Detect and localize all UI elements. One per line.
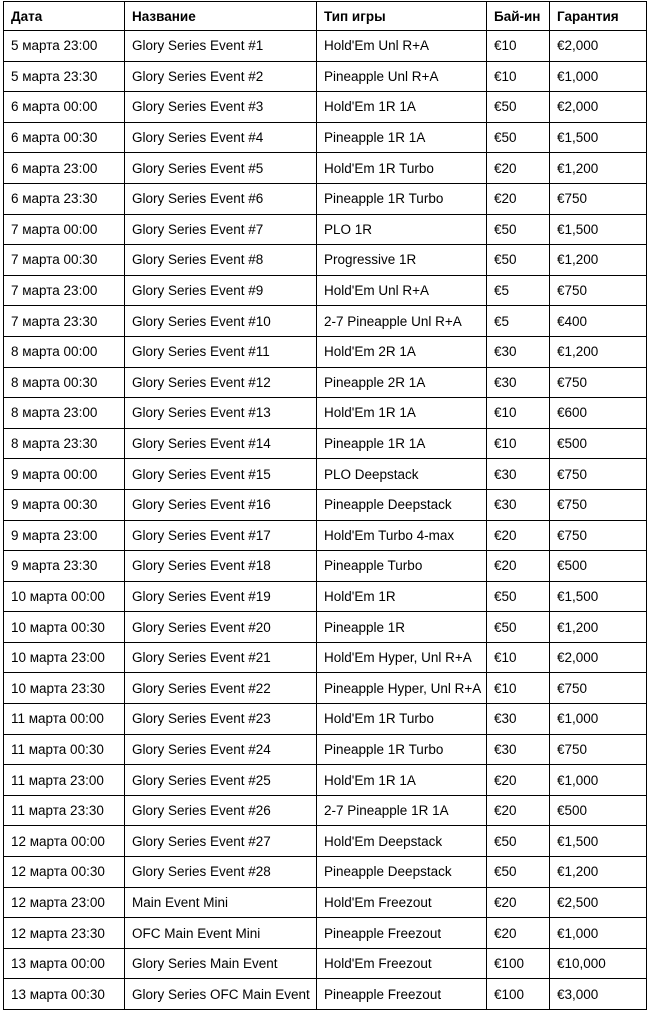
cell-name: Glory Series Event #21 (125, 642, 317, 673)
cell-game-type: Hold'Em 1R (317, 581, 487, 612)
cell-game-type: Pineapple Freezout (317, 918, 487, 949)
cell-date: 7 марта 23:00 (4, 275, 125, 306)
table-row (4, 887, 647, 918)
cell-name: Glory Series Event #9 (125, 275, 317, 306)
cell-date: 8 марта 23:00 (4, 398, 125, 429)
cell-guarantee: €750 (550, 367, 647, 398)
cell-buy-in: €20 (487, 795, 550, 826)
cell-game-type: 2-7 Pineapple Unl R+A (317, 306, 487, 337)
cell-name: Glory Series OFC Main Event (125, 979, 317, 1010)
cell-date: 11 марта 00:00 (4, 704, 125, 735)
cell-buy-in: €20 (487, 765, 550, 796)
cell-name: Glory Series Event #7 (125, 214, 317, 245)
cell-guarantee: €2,000 (550, 31, 647, 62)
table-row (4, 153, 647, 184)
column-header-guarantee: Гарантия (550, 2, 647, 31)
table-row (4, 459, 647, 490)
cell-buy-in: €100 (487, 979, 550, 1010)
cell-buy-in: €20 (487, 520, 550, 551)
cell-buy-in: €20 (487, 153, 550, 184)
cell-guarantee: €1,200 (550, 857, 647, 888)
cell-date: 10 марта 23:00 (4, 642, 125, 673)
table-row (4, 612, 647, 643)
table-row (4, 795, 647, 826)
cell-buy-in: €50 (487, 581, 550, 612)
cell-name: Glory Series Event #24 (125, 734, 317, 765)
cell-date: 9 марта 00:00 (4, 459, 125, 490)
cell-guarantee: €1,000 (550, 61, 647, 92)
table-row (4, 826, 647, 857)
table-row (4, 214, 647, 245)
cell-date: 6 марта 23:30 (4, 183, 125, 214)
cell-buy-in: €30 (487, 336, 550, 367)
cell-name: Glory Series Event #18 (125, 551, 317, 582)
table-row (4, 673, 647, 704)
cell-guarantee: €600 (550, 398, 647, 429)
table-row (4, 704, 647, 735)
cell-date: 6 марта 00:00 (4, 92, 125, 123)
cell-game-type: Hold'Em Freezout (317, 948, 487, 979)
cell-game-type: Hold'Em 1R Turbo (317, 153, 487, 184)
cell-guarantee: €750 (550, 734, 647, 765)
table-row (4, 734, 647, 765)
cell-date: 12 марта 00:30 (4, 857, 125, 888)
table-row (4, 857, 647, 888)
cell-buy-in: €30 (487, 367, 550, 398)
table-row (4, 61, 647, 92)
cell-name: Glory Series Event #5 (125, 153, 317, 184)
cell-date: 8 марта 23:30 (4, 428, 125, 459)
cell-name: Glory Series Event #25 (125, 765, 317, 796)
cell-buy-in: €20 (487, 887, 550, 918)
cell-name: Glory Series Event #23 (125, 704, 317, 735)
cell-name: Glory Series Event #17 (125, 520, 317, 551)
table-row (4, 367, 647, 398)
cell-name: Main Event Mini (125, 887, 317, 918)
cell-guarantee: €1,500 (550, 122, 647, 153)
table-row (4, 31, 647, 62)
column-header-buy-in: Бай-ин (487, 2, 550, 31)
cell-name: Glory Series Event #27 (125, 826, 317, 857)
cell-guarantee: €500 (550, 795, 647, 826)
cell-guarantee: €1,500 (550, 581, 647, 612)
cell-game-type: PLO Deepstack (317, 459, 487, 490)
cell-buy-in: €10 (487, 31, 550, 62)
cell-game-type: PLO 1R (317, 214, 487, 245)
table-row (4, 306, 647, 337)
cell-guarantee: €750 (550, 520, 647, 551)
cell-guarantee: €3,000 (550, 979, 647, 1010)
table-row (4, 92, 647, 123)
cell-game-type: Hold'Em 1R Turbo (317, 704, 487, 735)
cell-date: 12 марта 23:00 (4, 887, 125, 918)
cell-buy-in: €50 (487, 612, 550, 643)
cell-date: 12 марта 23:30 (4, 918, 125, 949)
cell-date: 6 марта 23:00 (4, 153, 125, 184)
table-row (4, 398, 647, 429)
table-row (4, 765, 647, 796)
table-row (4, 948, 647, 979)
cell-guarantee: €750 (550, 489, 647, 520)
cell-game-type: Hold'Em Unl R+A (317, 275, 487, 306)
cell-buy-in: €5 (487, 275, 550, 306)
table-row (4, 581, 647, 612)
cell-game-type: Hold'Em Turbo 4-max (317, 520, 487, 551)
cell-game-type: Hold'Em Hyper, Unl R+A (317, 642, 487, 673)
cell-buy-in: €10 (487, 398, 550, 429)
cell-guarantee: €500 (550, 551, 647, 582)
cell-name: Glory Series Event #22 (125, 673, 317, 704)
cell-date: 5 марта 23:00 (4, 31, 125, 62)
cell-buy-in: €20 (487, 183, 550, 214)
cell-game-type: Pineapple Deepstack (317, 489, 487, 520)
cell-buy-in: €10 (487, 428, 550, 459)
table-row (4, 918, 647, 949)
table-header (4, 2, 647, 31)
cell-buy-in: €5 (487, 306, 550, 337)
cell-game-type: 2-7 Pineapple 1R 1A (317, 795, 487, 826)
cell-date: 11 марта 00:30 (4, 734, 125, 765)
cell-name: Glory Series Event #14 (125, 428, 317, 459)
cell-buy-in: €20 (487, 551, 550, 582)
column-header-date: Дата (4, 2, 125, 31)
cell-guarantee: €1,000 (550, 765, 647, 796)
cell-buy-in: €50 (487, 826, 550, 857)
cell-game-type: Pineapple 2R 1A (317, 367, 487, 398)
cell-game-type: Hold'Em 1R 1A (317, 765, 487, 796)
cell-name: Glory Series Event #28 (125, 857, 317, 888)
table-row (4, 428, 647, 459)
cell-buy-in: €30 (487, 734, 550, 765)
cell-date: 9 марта 23:00 (4, 520, 125, 551)
cell-guarantee: €2,000 (550, 642, 647, 673)
cell-game-type: Pineapple 1R 1A (317, 122, 487, 153)
cell-buy-in: €10 (487, 673, 550, 704)
cell-date: 12 марта 00:00 (4, 826, 125, 857)
cell-date: 5 марта 23:30 (4, 61, 125, 92)
table-row (4, 551, 647, 582)
cell-buy-in: €50 (487, 92, 550, 123)
table-row (4, 275, 647, 306)
cell-name: Glory Series Event #2 (125, 61, 317, 92)
cell-game-type: Pineapple Deepstack (317, 857, 487, 888)
cell-game-type: Pineapple 1R Turbo (317, 734, 487, 765)
cell-guarantee: €1,000 (550, 704, 647, 735)
cell-name: Glory Series Event #13 (125, 398, 317, 429)
cell-buy-in: €30 (487, 704, 550, 735)
cell-date: 11 марта 23:30 (4, 795, 125, 826)
cell-game-type: Pineapple Unl R+A (317, 61, 487, 92)
cell-name: Glory Series Event #6 (125, 183, 317, 214)
column-header-name: Название (125, 2, 317, 31)
cell-name: Glory Series Main Event (125, 948, 317, 979)
cell-game-type: Hold'Em Deepstack (317, 826, 487, 857)
cell-date: 6 марта 00:30 (4, 122, 125, 153)
table-row (4, 642, 647, 673)
cell-name: Glory Series Event #4 (125, 122, 317, 153)
cell-date: 8 марта 00:30 (4, 367, 125, 398)
table-row (4, 245, 647, 276)
cell-date: 9 марта 23:30 (4, 551, 125, 582)
cell-game-type: Pineapple 1R 1A (317, 428, 487, 459)
column-header-game-type: Тип игры (317, 2, 487, 31)
table-row (4, 489, 647, 520)
cell-date: 10 марта 23:30 (4, 673, 125, 704)
cell-guarantee: €750 (550, 459, 647, 490)
cell-date: 7 марта 23:30 (4, 306, 125, 337)
cell-buy-in: €50 (487, 122, 550, 153)
cell-guarantee: €1,200 (550, 245, 647, 276)
cell-name: Glory Series Event #3 (125, 92, 317, 123)
cell-guarantee: €1,500 (550, 214, 647, 245)
cell-guarantee: €400 (550, 306, 647, 337)
cell-name: Glory Series Event #15 (125, 459, 317, 490)
cell-game-type: Pineapple Freezout (317, 979, 487, 1010)
cell-guarantee: €2,500 (550, 887, 647, 918)
cell-guarantee: €10,000 (550, 948, 647, 979)
cell-game-type: Hold'Em Unl R+A (317, 31, 487, 62)
cell-date: 11 марта 23:00 (4, 765, 125, 796)
cell-name: Glory Series Event #19 (125, 581, 317, 612)
cell-date: 13 марта 00:00 (4, 948, 125, 979)
cell-buy-in: €50 (487, 245, 550, 276)
cell-buy-in: €100 (487, 948, 550, 979)
cell-game-type: Hold'Em 2R 1A (317, 336, 487, 367)
cell-guarantee: €500 (550, 428, 647, 459)
cell-game-type: Hold'Em Freezout (317, 887, 487, 918)
cell-buy-in: €10 (487, 61, 550, 92)
cell-name: Glory Series Event #16 (125, 489, 317, 520)
cell-buy-in: €50 (487, 857, 550, 888)
cell-game-type: Hold'Em 1R 1A (317, 92, 487, 123)
cell-buy-in: €20 (487, 918, 550, 949)
table-row (4, 336, 647, 367)
cell-guarantee: €1,200 (550, 153, 647, 184)
cell-date: 7 марта 00:30 (4, 245, 125, 276)
cell-date: 10 марта 00:00 (4, 581, 125, 612)
table-row (4, 979, 647, 1010)
table-row (4, 122, 647, 153)
cell-name: Glory Series Event #26 (125, 795, 317, 826)
cell-buy-in: €30 (487, 459, 550, 490)
cell-name: Glory Series Event #12 (125, 367, 317, 398)
cell-date: 8 марта 00:00 (4, 336, 125, 367)
table-row (4, 520, 647, 551)
header-row (4, 2, 647, 31)
cell-buy-in: €10 (487, 642, 550, 673)
cell-buy-in: €50 (487, 214, 550, 245)
cell-game-type: Progressive 1R (317, 245, 487, 276)
cell-game-type: Pineapple Hyper, Unl R+A (317, 673, 487, 704)
cell-game-type: Pineapple 1R Turbo (317, 183, 487, 214)
cell-guarantee: €1,200 (550, 612, 647, 643)
cell-guarantee: €1,200 (550, 336, 647, 367)
cell-game-type: Pineapple Turbo (317, 551, 487, 582)
tournament-schedule-table (3, 1, 647, 1010)
cell-guarantee: €1,500 (550, 826, 647, 857)
cell-name: Glory Series Event #20 (125, 612, 317, 643)
cell-date: 10 марта 00:30 (4, 612, 125, 643)
cell-guarantee: €750 (550, 275, 647, 306)
cell-guarantee: €750 (550, 673, 647, 704)
cell-game-type: Hold'Em 1R 1A (317, 398, 487, 429)
cell-name: Glory Series Event #1 (125, 31, 317, 62)
cell-name: Glory Series Event #11 (125, 336, 317, 367)
cell-name: Glory Series Event #10 (125, 306, 317, 337)
cell-date: 7 марта 00:00 (4, 214, 125, 245)
cell-date: 13 марта 00:30 (4, 979, 125, 1010)
cell-guarantee: €750 (550, 183, 647, 214)
table-row (4, 183, 647, 214)
cell-guarantee: €1,000 (550, 918, 647, 949)
cell-name: Glory Series Event #8 (125, 245, 317, 276)
cell-guarantee: €2,000 (550, 92, 647, 123)
cell-game-type: Pineapple 1R (317, 612, 487, 643)
cell-date: 9 марта 00:30 (4, 489, 125, 520)
table-body (4, 31, 647, 1010)
cell-name: OFC Main Event Mini (125, 918, 317, 949)
cell-buy-in: €30 (487, 489, 550, 520)
